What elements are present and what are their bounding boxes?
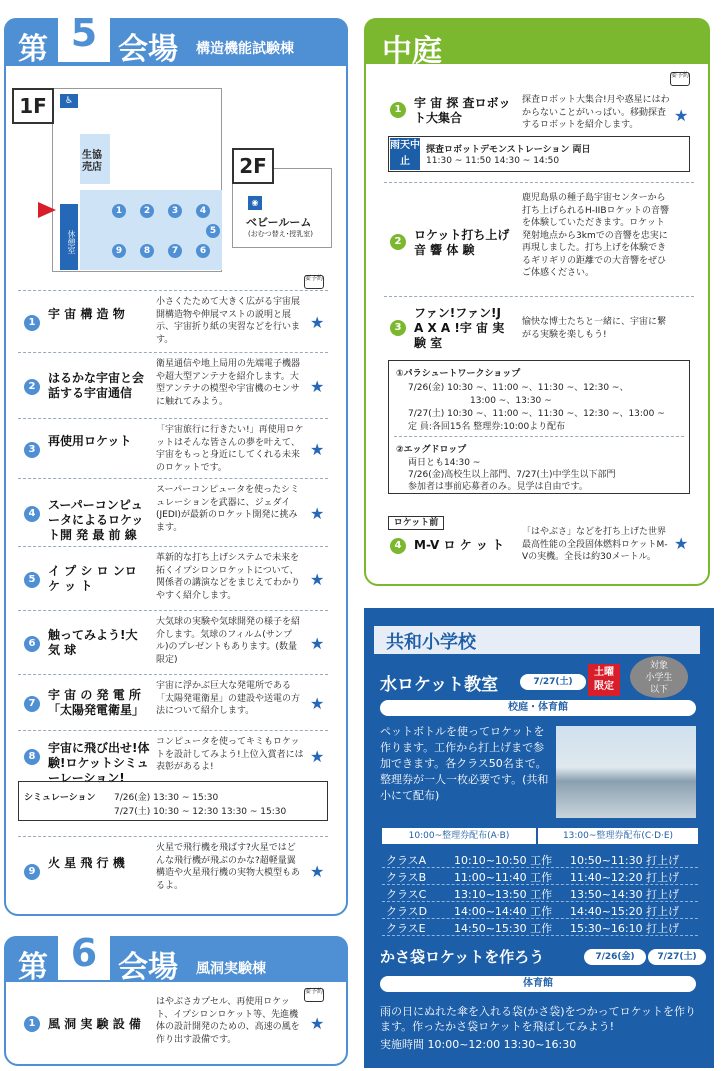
garden-title: 中庭 [382, 34, 442, 69]
ws2-l3: 参加者は事前応募者のみ。見学は自由です。 [408, 482, 588, 492]
ws2-title: ②エッグドロップ [396, 445, 467, 455]
place2-bar: 体育館 [380, 976, 696, 992]
ev2-date-fri: 7/26(金) [584, 949, 646, 965]
v6-title: 風 洞 実 験 設 備 [48, 1017, 141, 1031]
item-title: 宇宙に飛び出せ!体験!ロケットシミューレーション! [48, 741, 150, 785]
item-number: 6 [24, 636, 40, 652]
floor1-label: 1F [12, 88, 54, 124]
ws1-l1: 7/26(金) 10:30 ~、11:00 ~、11:30 ~、12:30 ~、 [408, 383, 629, 393]
venue5-subtitle: 構造機能試験棟 [196, 41, 294, 57]
item-number: 9 [24, 864, 40, 880]
class-name: クラスA [386, 854, 427, 867]
ws-divider [394, 436, 684, 437]
g-divider-1 [384, 182, 694, 183]
item-title: イ プ シ ロ ンロ ケ ッ ト [48, 564, 137, 593]
item-title: 宇 宙 の 発 電 所「太陽発電衛星」 [48, 688, 145, 717]
sim-label: シミュレーション [24, 793, 96, 803]
star-icon: ★ [310, 377, 325, 396]
item-desc: 宇宙に浮かぶ巨大な発電所である「太陽発電衛星」の建設や送電の方法について紹介します。 [156, 681, 301, 716]
v6-desc: はやぶさカプセル、再使用ロケット、イプシロンロケット等、先進機体の設計開発のための、高速の風を作り出す設備です。 [156, 997, 300, 1045]
rain-cancel-badge: 雨天中止 [390, 138, 420, 170]
map-booth-6: 6 [196, 244, 210, 258]
map-booth-9: 9 [112, 244, 126, 258]
item-divider [18, 478, 328, 479]
toilet-icon: ♿ [60, 94, 78, 108]
venue5-kaijo: 会場 [118, 32, 178, 67]
item-divider [18, 730, 328, 731]
item-desc: 小さくたためて大きく広がる宇宙展開構造物や伸展マストの説明と展示、宇宙折り紙の実習などを行います。 [156, 297, 301, 345]
class-workshop: 13:10~13:50 工作 [454, 888, 553, 901]
sat-limited-badge: 土曜 限定 [588, 664, 620, 696]
item-desc: スーパーコンピュータを使ったシミュレーションを武器に、ジェダイ(JEDI)が最新のロケット開発に挑みます。 [156, 485, 300, 533]
item-number: 2 [24, 379, 40, 395]
g2-title: ロケット打ち上げ音 響 体 験 [414, 228, 510, 257]
g1-num: 1 [390, 102, 406, 118]
class-name: クラスB [386, 871, 427, 884]
ev1-date: 7/27(土) [520, 674, 586, 690]
venue6-number: 6 [58, 928, 110, 980]
item-divider [18, 352, 328, 353]
floor2-label: 2F [232, 148, 274, 184]
item-title: 火 星 飛 行 機 [48, 856, 125, 870]
g2-num: 2 [390, 234, 406, 250]
g2-desc: 鹿児島県の種子島宇宙センターから打ち上げられるH-IIBロケットの音響を体験していただきます。ロケット発射地点から3kmでの音響を忠実に再現しました。打ち上げを体験できるギリギリの距離での大音響をぜひご体感ください。 [522, 193, 670, 278]
ev2-title: かさ袋ロケットを作ろう [380, 948, 545, 966]
map-booth-1: 1 [112, 204, 126, 218]
item-desc: コンピュータを使ってキミもロケットを設計してみよう!上位入賞者には表彰があるよ! [156, 737, 304, 772]
item-divider [18, 418, 328, 419]
star-icon: ★ [310, 634, 325, 653]
item-desc: 「宇宙旅行に行きたい!」再使用ロケットはそんな皆さんの夢を叶えて、宇宙をもっと身近にしてくれる未来のロケットです。 [156, 425, 304, 473]
reserve-mark-6: 要予約 [304, 988, 324, 1002]
ws2-l2: 7/26(金)高校生以上部門、7/27(土)中学生以下部門 [408, 470, 616, 480]
class-launch: 10:50~11:30 打上げ [570, 854, 680, 867]
g1-title: 宇 宙 探 査ロボット大集合 [414, 96, 511, 125]
ev1-title: 水ロケット教室 [380, 675, 499, 695]
g3-desc: 愉快な博士たちと一緒に、宇宙に繋がる実験を楽しもう! [522, 317, 667, 340]
item-title: 再使用ロケット [48, 434, 132, 448]
g-divider-2 [384, 296, 694, 297]
item-desc: 革新的な打ち上げシステムで未来を拓くイプシロンロケットについて、関係者の講演などをまじえてわかりやすく紹介します。 [156, 553, 301, 601]
target-badge: 対象 小学生 以下 [630, 656, 688, 698]
map-booth-5: 5 [206, 224, 220, 238]
item-title: スーパーコンピュータによるロケット開 発 最 前 線 [48, 498, 144, 542]
map-booth-7: 7 [168, 244, 182, 258]
event-photo [556, 726, 696, 818]
map-booth-2: 2 [140, 204, 154, 218]
item-title: 宇 宙 構 造 物 [48, 307, 125, 321]
tickets-ab: 10:00~整理券配布(A·B) [382, 828, 536, 844]
star-icon: ★ [310, 570, 325, 589]
venue6-kaijo: 会場 [118, 950, 178, 985]
ws1-title: ①パラシュートワークショップ [396, 369, 521, 379]
ev2-desc: 雨の日にぬれた傘を入れる袋(かさ袋)をつかってロケットを作ります。作ったかさ袋ロケットを飛ばしてみよう! [380, 1005, 697, 1033]
school-title: 共和小学校 [386, 632, 476, 653]
map-booth-3: 3 [168, 204, 182, 218]
rest-room-label: 休憩室 [67, 230, 76, 254]
class-workshop: 10:10~10:50 工作 [454, 854, 553, 867]
star-icon: ★ [310, 747, 325, 766]
star-icon: ★ [674, 106, 689, 125]
baby-room-label: ベビールーム [246, 216, 312, 229]
venue6-dai: 第 [18, 950, 48, 985]
item-number: 7 [24, 696, 40, 712]
star-icon: ★ [310, 1014, 325, 1033]
class-name: クラスE [386, 922, 426, 935]
class-launch: 13:50~14:30 打上げ [570, 888, 680, 901]
red-arrow-icon [38, 202, 56, 218]
sim-line1: 7/26(金) 13:30 ~ 15:30 [114, 793, 219, 803]
class-divider [382, 935, 698, 936]
g4-title: M-V ロ ケ ッ ト [414, 538, 505, 552]
item-number: 8 [24, 749, 40, 765]
venue6-subtitle: 風洞実験棟 [196, 961, 266, 977]
class-launch: 15:30~16:10 打上げ [570, 922, 680, 935]
demo-title: 探査ロボットデモンストレーション 両日 [426, 145, 591, 155]
g1-desc: 探査ロボット大集合!月や惑星にはわからないことがいっぱい。移動探査するロボットを紹介します。 [522, 95, 670, 130]
venue5-number: 5 [58, 8, 110, 62]
star-icon: ★ [674, 534, 689, 553]
map-booth-8: 8 [140, 244, 154, 258]
g4-desc: 「はやぶさ」などを打ち上げた世界最高性能の全段固体燃料ロケットM-Vの実機。全長は約30メートル。 [522, 527, 668, 562]
class-divider [382, 901, 698, 902]
class-name: クラスD [386, 905, 428, 918]
coop-store-label: 生協 売店 [82, 150, 102, 173]
item-divider [18, 610, 328, 611]
baby-room-icon: ◉ [248, 196, 262, 210]
item-desc: 火星で飛行機を飛ばす?火星ではどんな飛行機が飛ぶのかな?超軽量翼構造や火星飛行機の実物大模型もあるよ。 [156, 843, 301, 891]
map-booth-4: 4 [196, 204, 210, 218]
item-number: 1 [24, 315, 40, 331]
item-divider [18, 290, 328, 291]
g4-num: 4 [390, 538, 406, 554]
ev2-date-sat: 7/27(土) [648, 949, 706, 965]
class-divider [382, 867, 698, 868]
v6-num: 1 [24, 1016, 40, 1032]
class-divider [382, 884, 698, 885]
class-divider [382, 918, 698, 919]
item-desc: 衛星通信や地上局用の先端電子機器や超大型アンテナを紹介します。大型アンテナの模型や宇宙機のセンサに触れてみよう。 [156, 359, 301, 407]
demo-time: 11:30 ~ 11:50 14:30 ~ 14:50 [426, 156, 560, 166]
class-launch: 14:40~15:20 打上げ [570, 905, 680, 918]
ws2-l1: 両日とも14:30 ~ [408, 458, 481, 468]
g3-num: 3 [390, 320, 406, 336]
item-desc: 大気球の実験や気球開発の様子を紹介します。気球のフィルム(サンプル)のプレゼントもあります。(数量限定) [156, 617, 301, 665]
reserve-mark: 要予約 [304, 275, 324, 289]
star-icon: ★ [310, 313, 325, 332]
item-divider [18, 836, 328, 837]
rocket-front-tab: ロケット前 [388, 516, 444, 530]
tickets-cde: 13:00~整理券配布(C·D·E) [538, 828, 698, 844]
sim-line2: 7/27(土) 10:30 ~ 12:30 13:30 ~ 15:30 [114, 807, 287, 817]
class-name: クラスC [386, 888, 427, 901]
star-icon: ★ [310, 694, 325, 713]
ws1-l4: 定 員:各回15名 整理券:10:00より配布 [408, 422, 566, 432]
star-icon: ★ [310, 862, 325, 881]
item-number: 5 [24, 572, 40, 588]
class-launch: 11:40~12:20 打上げ [570, 871, 680, 884]
ev1-desc: ペットボトルを使ってロケットを作ります。工作から打上げまで参加できます。各クラス50名まで。整理券が一人一枚必要です。(共和小にて配布) [380, 725, 549, 802]
ev2-time: 実施時間 10:00~12:00 13:30~16:30 [380, 1038, 577, 1051]
item-number: 3 [24, 442, 40, 458]
ws1-l3: 7/27(土) 10:30 ~、11:00 ~、11:30 ~、12:30 ~、13:00 ~ [408, 409, 665, 419]
item-divider [18, 674, 328, 675]
star-icon: ★ [310, 504, 325, 523]
star-icon: ★ [310, 440, 325, 459]
class-workshop: 14:00~14:40 工作 [454, 905, 553, 918]
reserve-mark-g: 要予約 [670, 72, 690, 86]
item-title: はるかな宇宙と会話する宇宙通信 [48, 371, 145, 400]
class-workshop: 11:00~11:40 工作 [454, 871, 553, 884]
venue5-dai: 第 [18, 32, 48, 67]
item-number: 4 [24, 506, 40, 522]
map-hall [80, 190, 222, 270]
class-workshop: 14:50~15:30 工作 [454, 922, 553, 935]
baby-room-note: (おむつ替え･授乳室) [248, 230, 313, 238]
item-title: 触ってみよう!大 気 球 [48, 628, 138, 657]
place1-bar: 校庭・体育館 [380, 700, 696, 716]
g3-title: ファン!ファン!J A X A !宇 宙 実 験 室 [414, 306, 505, 350]
item-divider [18, 546, 328, 547]
ws1-l2: 13:00 ~、13:30 ~ [470, 396, 552, 406]
